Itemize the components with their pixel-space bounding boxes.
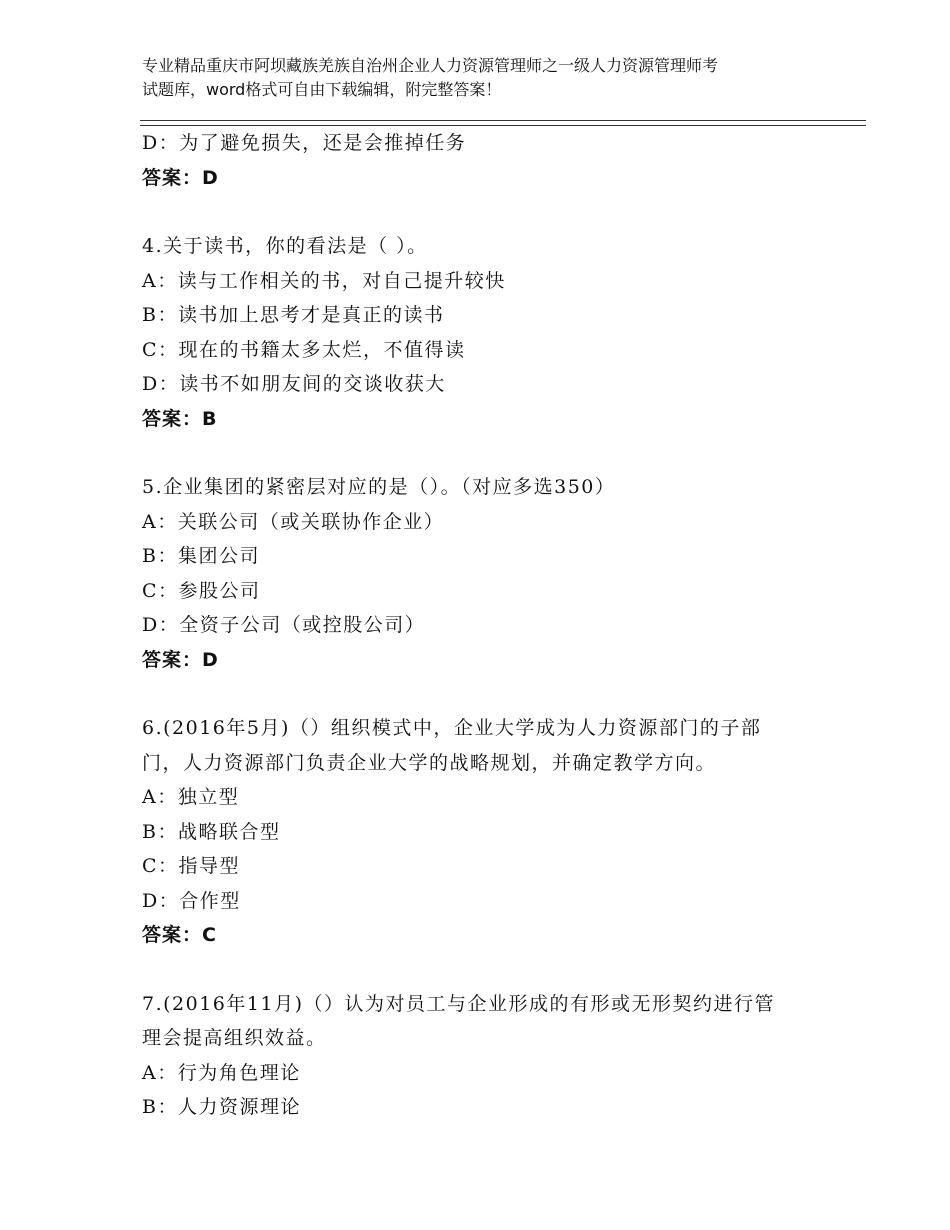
- option-b: B：集团公司: [142, 545, 260, 567]
- answer-value: D: [202, 166, 219, 189]
- option-b: B：战略联合型: [142, 820, 281, 843]
- answer-value: B: [202, 407, 218, 430]
- question-stem-line-1: 6.(2016年5月)（）组织模式中，企业大学成为人力资源部门的子部: [142, 717, 762, 739]
- question-stem: 5.企业集团的紧密层对应的是（）。（对应多选350）: [142, 476, 616, 498]
- option-b: B：人力资源理论: [142, 1096, 301, 1118]
- option-a: A：读与工作相关的书，对自己提升较快: [142, 269, 506, 292]
- option-a: A：关联公司（或关联协作企业）: [142, 510, 445, 533]
- option-d: D：读书不如朋友间的交谈收获大: [142, 373, 446, 395]
- option-c: C：参股公司: [142, 579, 261, 602]
- answer-label: 答案：: [142, 924, 203, 946]
- answer-line: [142, 402, 832, 437]
- answer-label: 答案：: [142, 648, 203, 671]
- question-5: [142, 470, 832, 677]
- question-list: [142, 126, 832, 1125]
- question-stem-line-2: 门，人力资源部门负责企业大学的战略规划，并确定教学方向。: [142, 751, 717, 774]
- question-4: [142, 229, 832, 436]
- spacer: [142, 677, 832, 711]
- header-line-1: 专业精品重庆市阿坝藏族羌族自治州企业人力资源管理师之一级人力资源管理师考: [142, 56, 719, 75]
- page-header: [142, 54, 832, 102]
- question-stem-line-2: 理会提高组织效益。: [142, 1027, 327, 1049]
- question-stem: 4.关于读书，你的看法是（ ）。: [142, 235, 428, 257]
- option-c: C：现在的书籍太多太烂，不值得读: [142, 338, 466, 361]
- answer-line: [142, 161, 832, 196]
- option-d: D：为了避免损失，还是会推掉任务: [142, 132, 467, 154]
- answer-value: D: [202, 648, 219, 671]
- question-7: [142, 987, 832, 1125]
- answer-value: C: [202, 924, 217, 946]
- option-c: C：指导型: [142, 855, 241, 877]
- option-b: B：读书加上思考才是真正的读书: [142, 304, 445, 326]
- option-a: A：行为角色理论: [142, 1061, 301, 1084]
- option-d: D：全资子公司（或控股公司）: [142, 614, 426, 636]
- header-line-2: 试题库，word格式可自由下载编辑，附完整答案！: [142, 80, 502, 99]
- answer-label: 答案：: [142, 407, 203, 430]
- question-3: [142, 126, 832, 195]
- question-6: [142, 711, 832, 953]
- answer-label: 答案：: [142, 166, 203, 189]
- spacer: [142, 953, 832, 987]
- answer-line: [142, 643, 832, 678]
- question-stem-line-1: 7.(2016年11月)（）认为对员工与企业形成的有形或无形契约进行管: [142, 992, 775, 1015]
- answer-line: [142, 918, 832, 953]
- spacer: [142, 436, 832, 470]
- option-a: A：独立型: [142, 786, 240, 808]
- option-d: D：合作型: [142, 889, 241, 912]
- spacer: [142, 195, 832, 229]
